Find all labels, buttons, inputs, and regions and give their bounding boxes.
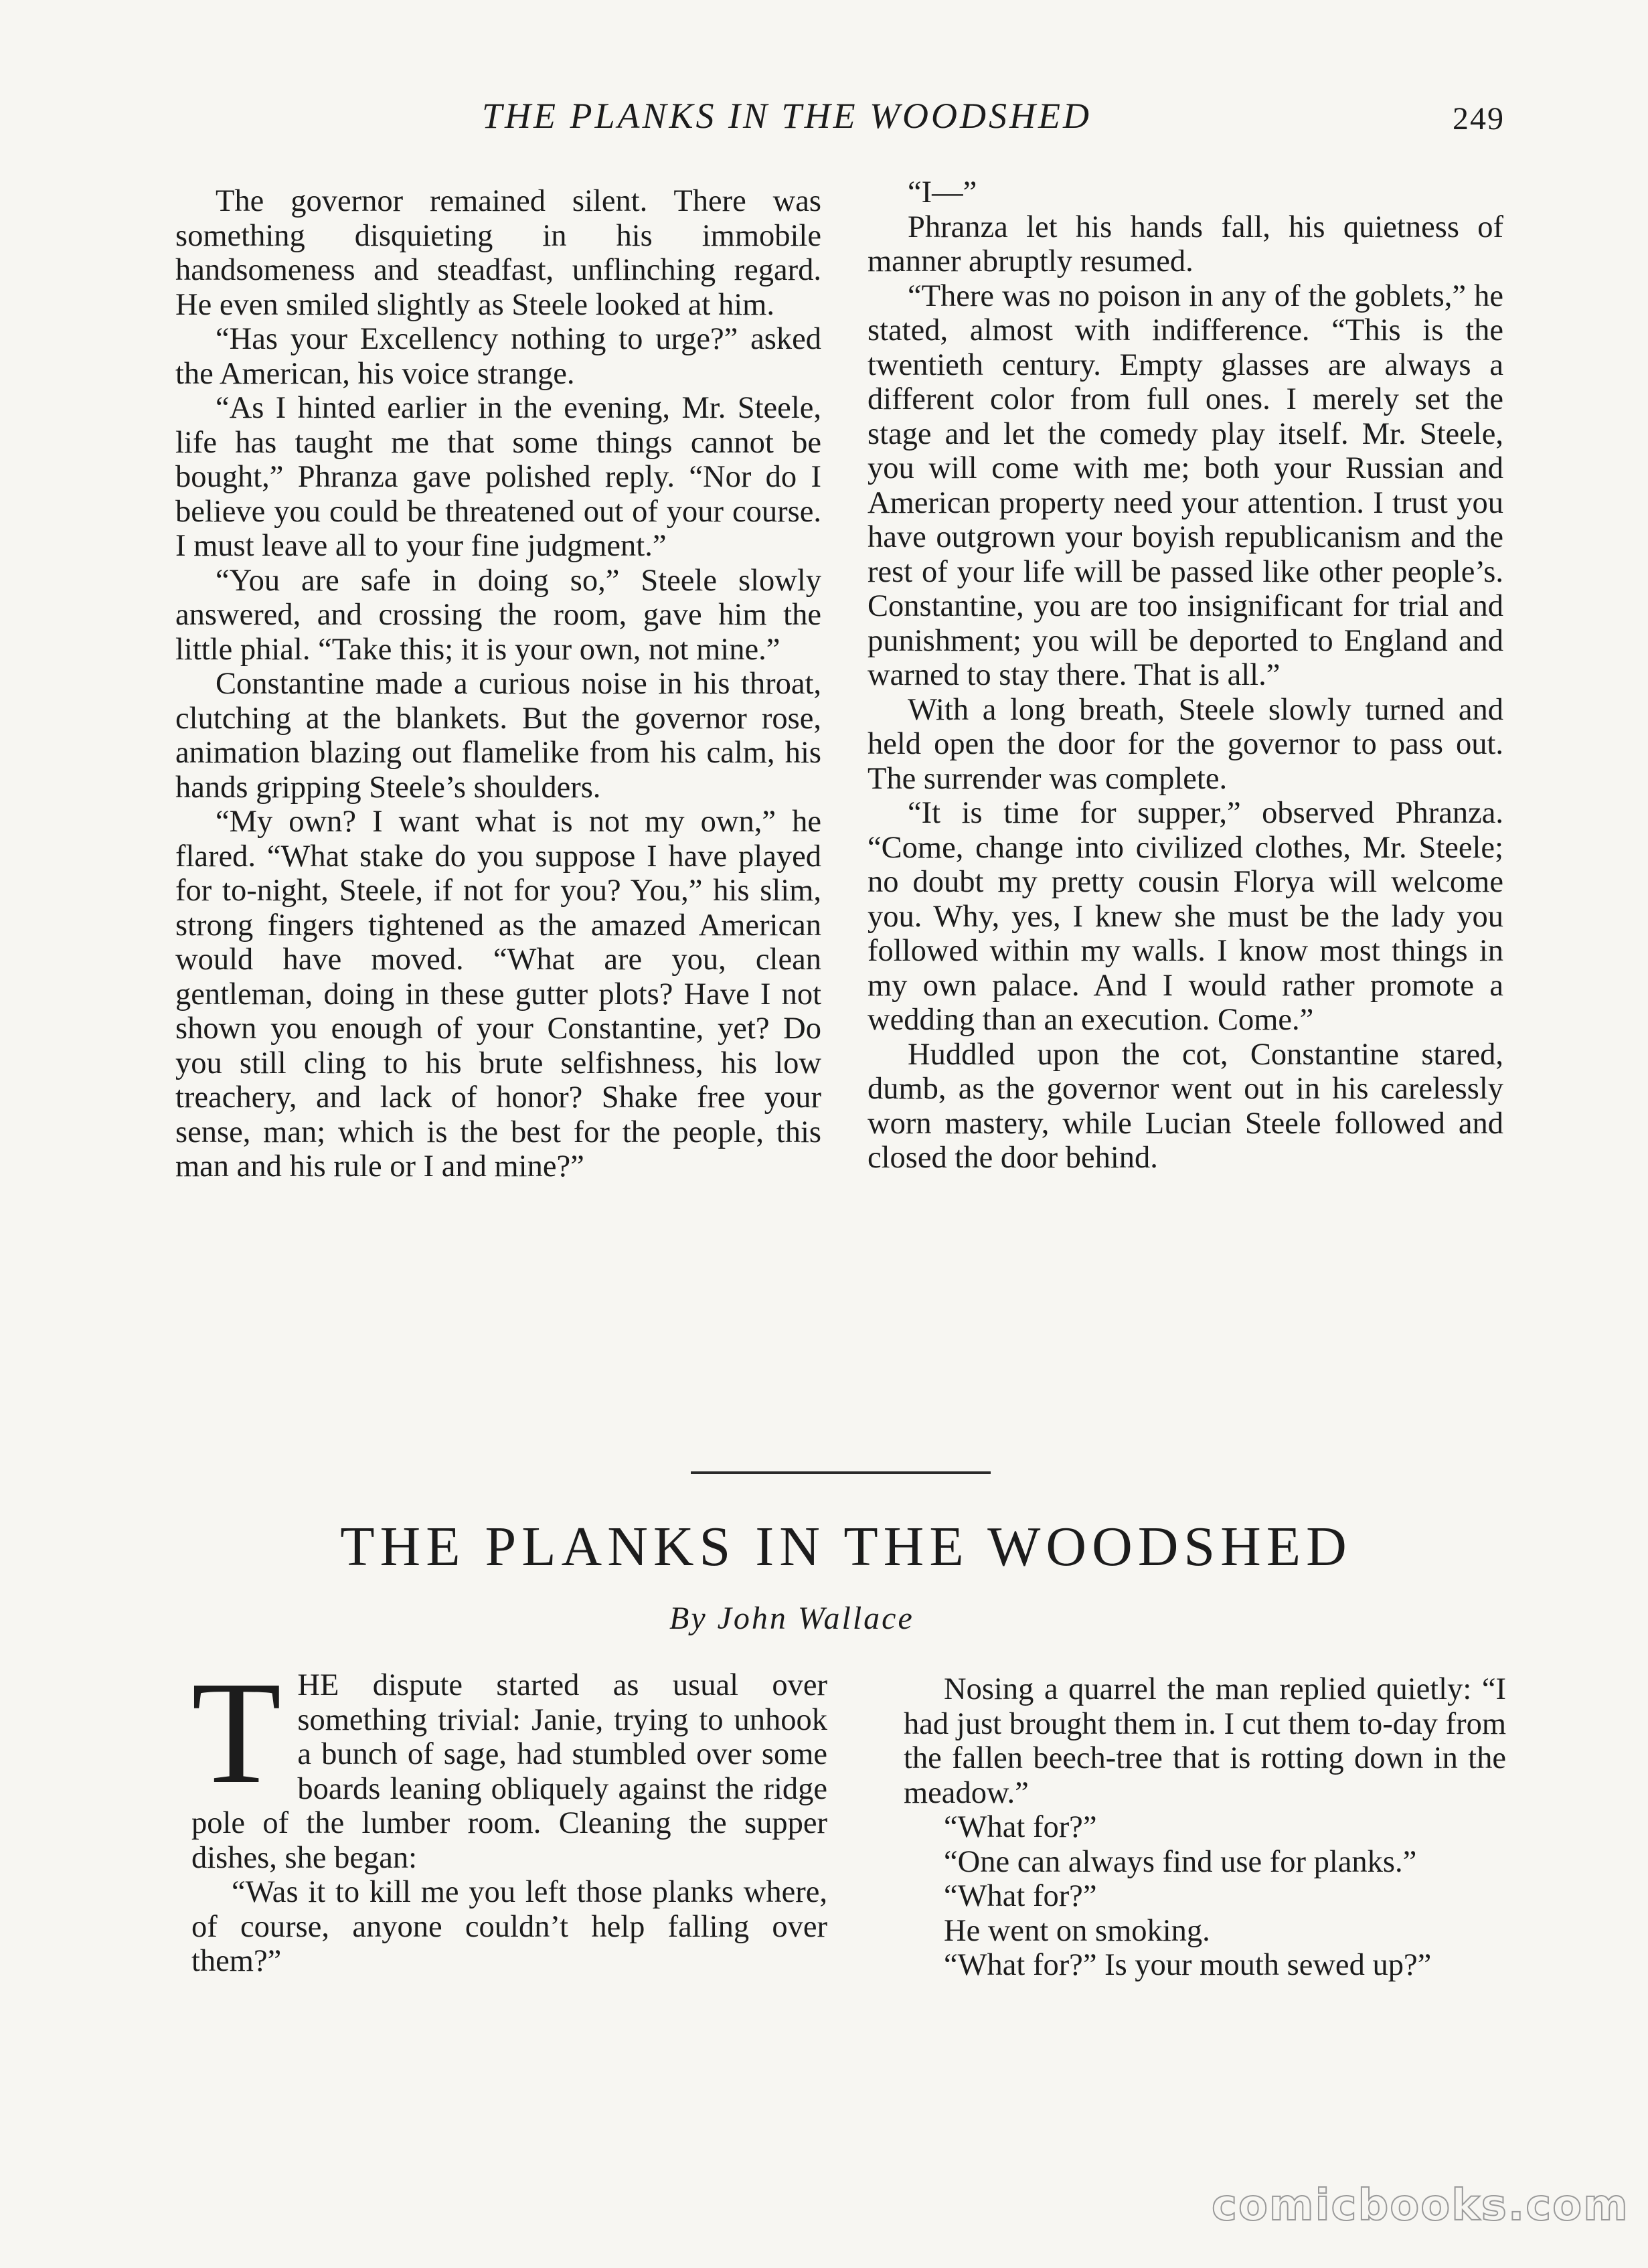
story-paragraph: “My own? I want what is not my own,” he flared. “What stake do you suppose I have played for to-night, Steele, if not for you? You,” his slim, strong fingers tightened as the amazed American would have moved. “What are you, clean gentleman, doing in these gutter plots? Have I not shown you enough of your Constantine, yet? Do you still cling to his brute selfishness, his low treachery, and lack of honor? Shake free your sense, man; which is the best for the people, this man and his rule or I and mine?” — [175, 805, 821, 1184]
running-head-title: THE PLANKS IN THE WOODSHED — [482, 96, 1092, 136]
article-paragraph: “What for?” Is your mouth sewed up?” — [944, 1948, 1432, 1982]
story-paragraph: “It is time for supper,” observed Phranza. “Come, change into civilized clothes, Mr. Steele; no doubt my pretty cousin Florya will welcome you. Why, yes, I knew she must be the lady you followed within my walls. I know most things in my own palace. And I would rather promote a wedding than an execution. Come.” — [868, 796, 1503, 1037]
article-right-column — [904, 1672, 1506, 1983]
section-divider — [691, 1471, 991, 1474]
story-paragraph: “I—” — [908, 175, 977, 210]
article-title: THE PLANKS IN THE WOODSHED — [340, 1516, 1352, 1578]
article-paragraph: “What for?” — [944, 1879, 1097, 1913]
article-left-column — [191, 1651, 827, 1979]
story-paragraph: Phranza let his hands fall, his quietness of manner abruptly resumed. — [868, 210, 1503, 278]
story-paragraph: With a long breath, Steele slowly turned and held open the door for the governor to pass out. The surrender was complete. — [868, 692, 1503, 796]
article-paragraph: “What for?” — [944, 1810, 1097, 1844]
story-paragraph: Huddled upon the cot, Constantine stared, dumb, as the governor went out in his carelessly worn mastery, while Lucian Steele followed and closed the door behind. — [868, 1037, 1503, 1175]
story-paragraph: “Has your Excellency nothing to urge?” asked the American, his voice strange. — [175, 322, 821, 391]
site-watermark: comicbooks.com — [1212, 2181, 1629, 2231]
story-right-column — [868, 175, 1503, 1176]
article-byline: By John Wallace — [669, 1601, 914, 1636]
story-paragraph: “As I hinted earlier in the evening, Mr. Steele, life has taught me that some things cannot be bought,” Phranza gave polished reply. “Nor do I believe you could be threatened out of your course. I must leave all to your fine judgment.” — [175, 391, 821, 563]
article-opening-paragraph — [191, 1651, 827, 1875]
story-paragraph: “You are safe in doing so,” Steele slowly answered, and crossing the room, gave him the little phial. “Take this; it is your own, not mine.” — [175, 563, 821, 667]
page-number: 249 — [1453, 101, 1505, 137]
story-left-column — [175, 184, 821, 1184]
story-paragraph: The governor remained silent. There was something disquieting in his immobile handsomeness and steadfast, unflinching regard. He even smiled slightly as Steele looked at him. — [175, 184, 821, 322]
story-paragraph: “There was no poison in any of the goblets,” he stated, almost with indifference. “This is the twentieth century. Empty glasses are always a different color from full ones. I merely set the stage and let the comedy play itself. Mr. Steele, you will come with me; both your Russian and American property need your attention. I trust you have outgrown your boyish republicanism and the rest of your life will be passed like other people’s. Constantine, you are too insignificant for trial and punishment; you will be deported to England and warned to stay there. That is all.” — [868, 278, 1503, 692]
story-paragraph: Constantine made a curious noise in his throat, clutching at the blankets. But the governor rose, animation blazing out flamelike from his calm, his hands gripping Steele’s shoulders. — [175, 667, 821, 805]
opening-text: HE dispute started as usual over something trivial: Janie, trying to unhook a bunch of sage, had stumbled over some boards leaning obliquely against the ridge pole of the lumber room. Cleaning the supper dishes, she began: — [191, 1668, 827, 1875]
article-paragraph: He went on smoking. — [944, 1913, 1210, 1948]
article-paragraph: Nosing a quarrel the man replied quietly: “I had just brought them in. I cut them to-day from the fallen beech-tree that is rotting down in the meadow.” — [904, 1672, 1506, 1810]
drop-cap: T — [191, 1651, 282, 1814]
article-paragraph: “One can always find use for planks.” — [944, 1844, 1417, 1879]
article-paragraph: “Was it to kill me you left those planks where, of course, anyone couldn’t help falling over them?” — [191, 1875, 827, 1978]
